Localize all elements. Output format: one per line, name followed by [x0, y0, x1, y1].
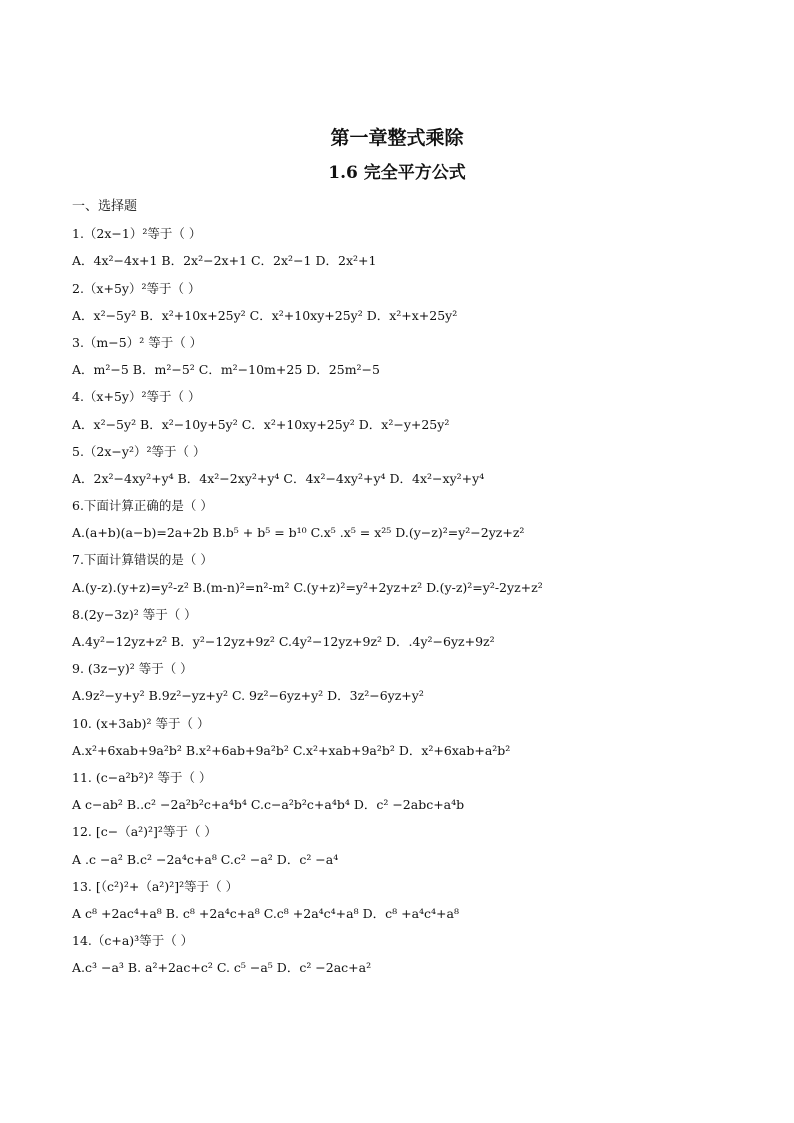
- question-5: 5.（2x−y²）²等于（ ）: [72, 443, 206, 459]
- question-11: 11. (c−a²b²)² 等于（ ）: [72, 769, 212, 785]
- options-13: A c⁸ +2ac⁴+a⁸ B. c⁸ +2a⁴c+a⁸ C.c⁸ +2a⁴c⁴+a⁸ D．c⁸ +a⁴c⁴+a⁸: [72, 905, 459, 921]
- options-11: A c−ab² B..c² −2a²b²c+a⁴b⁴ C.c−a²b²c+a⁴b⁴ D．c² −2abc+a⁴b: [72, 797, 465, 813]
- question-12: 12. [c−（a²)²]²等于（ ）: [72, 824, 217, 840]
- question-7: 7.下面计算错误的是（ ）: [72, 552, 213, 568]
- exercise-list: [72, 193, 752, 981]
- options-7: A.(y-z).(y+z)=y²-z² B.(m-n)²=n²-m² C.(y+z)²=y²+2yz+z² D.(y-z)²=y²-2yz+z²: [72, 579, 543, 595]
- question-8: 8.(2y−3z)² 等于（ ）: [72, 606, 197, 622]
- options-5: A．2x²−4xy²+y⁴ B．4x²−2xy²+y⁴ C．4x²−4xy²+y⁴ D．4x²−xy²+y⁴: [72, 470, 485, 486]
- options-14: A.c³ −a³ B. a²+2ac+c² C. c⁵ −a⁵ D．c² −2ac+a²: [72, 960, 372, 976]
- options-3: A．m²−5 B．m²−5² C．m²−10m+25 D．25m²−5: [72, 362, 380, 378]
- options-10: A.x²+6xab+9a²b² B.x²+6ab+9a²b² C.x²+xab+9a²b² D．x²+6xab+a²b²: [72, 742, 511, 758]
- question-4: 4.（x+5y）²等于（ ）: [72, 389, 201, 405]
- question-13: 13. [（c²)²+（a²)²]²等于（ ）: [72, 878, 239, 894]
- options-2: A．x²−5y² B．x²+10x+25y² C．x²+10xy+25y² D．x²+x+25y²: [72, 307, 458, 323]
- options-12: A .c −a² B.c² −2a⁴c+a⁸ C.c² −a² D．c² −a⁴: [72, 851, 339, 867]
- section-title: 1.6 完全平方公式: [328, 163, 466, 183]
- part-heading: 一、选择题: [72, 199, 138, 214]
- question-6: 6.下面计算正确的是（ ）: [72, 498, 213, 514]
- question-3: 3.（m−5）² 等于（ ）: [72, 334, 203, 350]
- question-10: 10. (x+3ab)² 等于（ ）: [72, 715, 210, 731]
- options-9: A.9z²−y+y² B.9z²−yz+y² C. 9z²−6yz+y² D．3z²−6yz+y²: [72, 688, 424, 704]
- options-1: A．4x²−4x+1 B．2x²−2x+1 C．2x²−1 D．2x²+1: [72, 253, 377, 269]
- question-9: 9. (3z−y)² 等于（ ）: [72, 661, 193, 677]
- options-6: A.(a+b)(a−b)=2a+2b B.b⁵ + b⁵ = b¹⁰ C.x⁵ .x⁵ = x²⁵ D.(y−z)²=y²−2yz+z²: [72, 525, 525, 541]
- chapter-title: 第一章整式乘除: [330, 127, 464, 149]
- options-8: A.4y²−12yz+z² B．y²−12yz+9z² C.4y²−12yz+9z² D．.4y²−6yz+9z²: [72, 634, 495, 649]
- question-1: 1.（2x−1）²等于（ ）: [72, 226, 202, 242]
- question-2: 2.（x+5y）²等于（ ）: [72, 280, 201, 296]
- options-4: A．x²−5y² B．x²−10y+5y² C．x²+10xy+25y² D．x²−y+25y²: [72, 416, 450, 432]
- question-14: 14.（c+a)³等于（ ）: [72, 933, 194, 949]
